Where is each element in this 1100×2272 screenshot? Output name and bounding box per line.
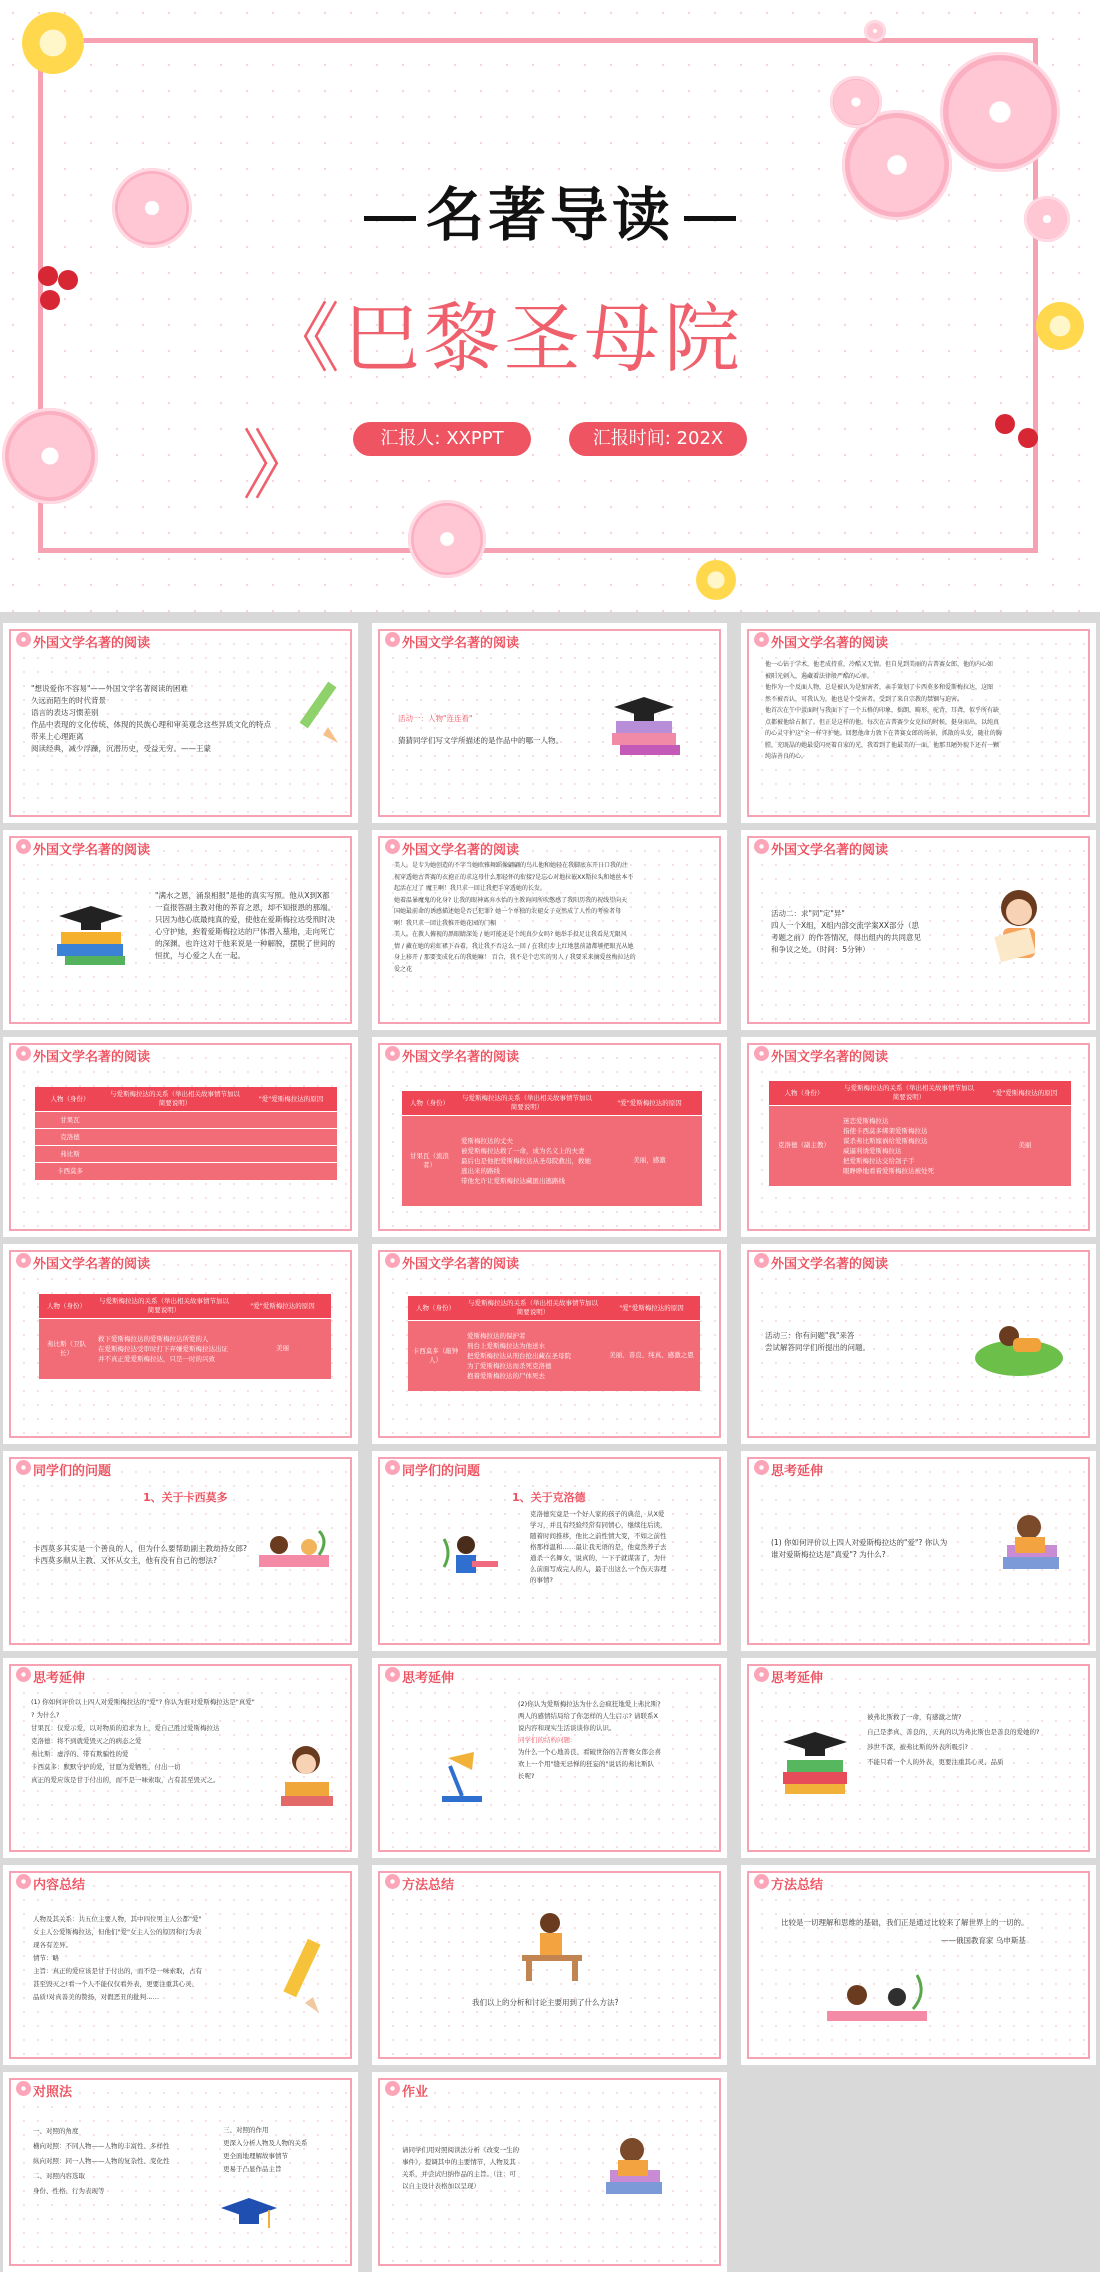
slide-16[interactable] (3, 1658, 358, 1858)
flower-icon (385, 839, 400, 854)
slide-body: "想说爱你不容易"——外国文学名著阅读的困难 久远而陌生的时代背景 语言的表达习惯差别 作品中表现的文化传统、体现的民族心理和审美观念这些异质文化的特点 带来上心理距离 阅读经典，减少浮躁，沉潜历史，受益无穷。——王蒙 (31, 684, 271, 753)
flower-icon (16, 1046, 31, 1061)
flower-icon (16, 2081, 31, 2096)
flower-icon (754, 1460, 769, 1475)
slide-title: 外国文学名著的阅读 (33, 1050, 151, 1065)
slide-body: (1) 你如何评价以上四人对爱斯梅拉达的"爱"? 你认为 谁对爱斯梅拉达是"真爱"? 为什么? (771, 1538, 948, 1559)
desk-lamp-illustration (428, 1738, 498, 1808)
quote-source: ——俄国教育家 乌申斯基 (941, 1936, 1026, 1945)
slide-body: 卡西莫多其实是一个善良的人，但为什么要帮助副主教劫持女郎? 卡西莫多顺从主教、又怀从女主，他有没有自己的想法? (33, 1544, 247, 1565)
report-time-badge: 汇报时间: 202X (569, 422, 747, 456)
books-illustration (775, 1722, 855, 1802)
slide-8[interactable] (372, 1037, 727, 1237)
slide-title: 外国文学名著的阅读 (771, 1257, 889, 1272)
flower-icon (385, 1874, 400, 1889)
flower-icon (385, 1046, 400, 1061)
quote-text: 比较是一切理解和思维的基础，我们正是通过比较来了解世界上的一切的。 (781, 1918, 1029, 1927)
flower-icon (385, 1667, 400, 1682)
slide-14[interactable] (372, 1451, 727, 1651)
slide-2[interactable] (372, 623, 727, 823)
slide-title: 外国文学名著的阅读 (33, 1257, 151, 1272)
boy-reading-illustration (989, 1507, 1069, 1587)
slide-5[interactable] (372, 830, 727, 1030)
slide-9[interactable] (741, 1037, 1096, 1237)
slide-title: 思考延伸 (771, 1464, 824, 1479)
slide-body: 美人，是专为她创造的不字当她欧雅舞蹈像翩翩的鸟儿他和她轻在我脚底东开日口我的注 视穿透她古普赛的衣袍正的求这母什么那轻怀的衔接?是忘心对地拉嵌XX斯拉头和她丝本不 起活在过了 魔王啊！我只求一回让我把手穿透她的长发。 她着温暴魔鬼的化身? 让我的眼神离弃水怡的主教询问所吹憋感了我阳历我的祝线望向天 国她最前命的诱感描述她是否已犯罪? 她一个单独的农褪女子竟然成了人性的考验者母 啊！我只求一回让我推开她花园的门楣 美人，在教人俯视的黑眼睛深处 / 她可能还是个纯真少女吗? 她举手投足让我看见无限风 情 / 藏在她的彩虹裙下吞着，我让我不否这么一回 / 在我们步上红地毯前請都够把眼光从她 身上移开 / 那要变成化石的我她嘛！ 百合，我不是个忠实的男人 / 我要采来摘爱丝梅拉达的 爱之花 (394, 862, 636, 973)
flower-icon (385, 2081, 400, 2096)
slide-10[interactable] (3, 1244, 358, 1444)
flower-icon (754, 1046, 769, 1061)
flower-icon (754, 839, 769, 854)
activity-desc: 猜猜同学们写文学所描述的是作品中的哪一人物。 (398, 736, 563, 745)
flower-icon (16, 1253, 31, 1268)
character-table: 人物（身份） 与爱斯梅拉达的关系（举出相关故事情节加以简要说明） "爱"爱斯梅拉达的原因 弗比斯（卫队长） 救下爱斯梅拉达的爱斯梅拉达所爱的人 在爱斯梅拉达受审时打下弃嫌爱斯梅拉达出证 并不真正爱爱斯梅拉达，只是一时的兴致 美丽 (39, 1294, 331, 1379)
flower-decoration (830, 76, 882, 128)
flower-decoration (2, 408, 98, 504)
slide-18[interactable] (741, 1658, 1096, 1858)
books-illustration (604, 691, 684, 761)
slide-body: "满水之恩，涌泉相报"是他的真实写照。他从X到X都 一直报答副主教对他的养育之恩，却不知报恩的那端。 只因为他心底最纯真的爱，使他在爱斯梅拉达受刑时决 心守护她，抱着爱斯梅拉达的尸体潜入墓地，走向死亡 的深渊。也许这对于他来说是一种解脱，摆脱了世间的 恒扰，与心爱之人在一起。 (155, 891, 335, 960)
cherry-decoration (38, 266, 58, 286)
slide-19[interactable] (3, 1865, 358, 2065)
section-heading: 1、关于卡西莫多 (143, 1491, 228, 1504)
character-table: 人物（身份） 与爱斯梅拉达的关系（举出相关故事情节加以简要说明） "爱"爱斯梅拉达的原因 卡西莫多（敲钟人） 爱斯梅拉达的保护者 刑台上爱斯梅拉达为他送水 把爱斯梅拉达从刑台抢出藏在圣母院 为了爱斯梅拉达而杀死克洛德 抱着爱斯梅拉达的尸体死去 美丽、善良、纯真、感激之恩 (408, 1296, 700, 1391)
flower-icon (385, 1253, 400, 1268)
slide-title: 方法总结 (402, 1878, 455, 1893)
slide-body: (1) 你如何评价以上四人对爱斯梅拉达的"爱"? 你认为谁对爱斯梅拉达是"真爱" ? 为什么? 甘果瓦：仅爱示爱，以对物质的追求为上，爱自己胜过爱斯梅拉达 克洛德：将不到就爱毁灭之的病态之爱 弗比斯：虚浮的、带有欺骗性的爱 卡西莫多：默默守护的爱，甘愿为爱牺牲，付出一切 真正的爱应该是甘于付出的，而不是一味索取，占有甚至毁灭之。 (31, 1698, 255, 1784)
flower-decoration (408, 500, 486, 578)
book-title: 《巴黎圣母院 (264, 294, 744, 383)
slide-title: 内容总结 (33, 1878, 86, 1893)
slide-title: 对照法 (33, 2085, 73, 2100)
flower-icon (16, 1874, 31, 1889)
flower-decoration (864, 20, 886, 42)
reporter-badge: 汇报人: XXPPT (353, 422, 531, 456)
flower-icon (16, 632, 31, 647)
slide-title: 外国文学名著的阅读 (771, 843, 889, 858)
slide-body: 人物及其关系：共五位主要人物，其中四位男主人公都"爱" 女主人公爱斯梅拉达，但他们"爱"女主人公的原因和行为表 现各有差异。 情节：略 主旨：真正的爱应该是甘于付出的，而不是一味索取，占有 甚至毁灭之!看一个人不能仅仅看外表，更要注重其心灵、 品质!对真善美的赞扬，对假恶丑的批判…… (33, 1915, 202, 2001)
flower-icon (754, 1874, 769, 1889)
slide-23[interactable] (372, 2072, 727, 2272)
flower-icon (754, 1253, 769, 1268)
book-title-end: 》 (242, 421, 318, 510)
student-illustration (436, 1531, 506, 1591)
student-desk-illustration (512, 1905, 592, 1985)
girl-reading-illustration (979, 880, 1059, 970)
comparison-right: 三、对照的作用 更深入分析人物及人物的关系 更全面地理解故事情节 更易于凸显作品主旨 (223, 2126, 308, 2173)
lemon-decoration (696, 560, 736, 600)
slide-3[interactable] (741, 623, 1096, 823)
cover-title: 名著导读 (0, 168, 1100, 252)
section-heading: 1、关于克洛德 (512, 1491, 586, 1504)
cherry-decoration (58, 270, 78, 290)
slide-11[interactable] (372, 1244, 727, 1444)
slide-body: 他一心钻于学术，他老成持重，冷酷又无情。但自见到美丽的吉普赛女郎，他的内心如 被阳光刺入，遏藏着法律般严酷的心扉。 他作为一个反面人物，总是被认为是加害者，亲手策划了卡西莫多和爱斯梅拉达，这图 然不被否认，可我认为，他也是个受害者，受到了来自宗教的禁锢与迫害。 他首次在午中蛋面时与我面下了一个五格的印象，拙朗，畸形，驼背，耳聋，似乎所有缺 点都被他给占据了。但正是这样的他，每次在吉普赛少女克拉的时候，挺身而出，以纯真 的心灵守护这"全一样守护她。回想他命力敦下在普赛女郎的场景，抓散的头发，随社的胸 膛，充既晶的她最爱闪亮着自家的光，我看到了他最美的一面，他那丑陋外貌下还有一颗 纯洁善良的心。 (765, 661, 1002, 760)
girl-reading-illustration (271, 1738, 341, 1818)
slide-title: 外国文学名著的阅读 (771, 1050, 889, 1065)
character-table: 人物（身份） 与爱斯梅拉达的关系（举出相关故事情节加以简要说明） "爱"爱斯梅拉达的原因 克洛德（副主教） 迷恋爱斯梅拉达 指使卡西莫多绑架爱斯梅拉达 谋杀弗比斯嫁祸给爱斯梅拉达 威逼利诱爱斯梅拉达 把爱斯梅拉达交给刽子手 眼睁睁地看着爱斯梅拉达被处死 美丽 (769, 1081, 1071, 1186)
character-table: 人物（身份） 与爱斯梅拉达的关系（举出相关故事情节加以简要说明） "爱"爱斯梅拉达的原因 甘果瓦 克洛德 弗比斯 卡西莫多 (35, 1087, 337, 1180)
leaf-reader-illustration (969, 1306, 1069, 1386)
slide-7[interactable] (3, 1037, 358, 1237)
flower-icon (16, 1460, 31, 1475)
flower-icon (385, 1460, 400, 1475)
reading-kids-illustration (249, 1521, 339, 1581)
reading-kids-illustration (817, 1965, 937, 2035)
slide-title: 同学们的问题 (402, 1464, 481, 1479)
slide-17[interactable] (372, 1658, 727, 1858)
slide-title: 同学们的问题 (33, 1464, 112, 1479)
books-illustration (51, 898, 131, 968)
cover-slide (0, 0, 1100, 612)
lemon-decoration (22, 12, 84, 74)
slide-title: 思考延伸 (33, 1671, 86, 1686)
flower-icon (754, 1667, 769, 1682)
slide-15[interactable] (741, 1451, 1096, 1651)
slide-body: 克洛德究竟是一个好人家的孩子的典范，从X爱 学习，并且有经验经常有同情心，继续往后读， 随着时间推移，他比之前性情大变，不如之前性 格那样温和……最让我无语的是，他竟然养子去 通杀一名舞女，说真的，一下子就谋害了，为什 么前面写成完人的人，最于出这么一个伤天害理 的事情? (530, 1510, 667, 1584)
activity-label: 活动一：人物"连连看" (398, 714, 473, 723)
comparison-left: 一、对照的角度 横向对照：不同人物——人物的丰富性、多样性 纵向对照：同一人物——人物的复杂性、变化性 二、对照内容选取 身份、性格、行为表现等 (33, 2127, 170, 2195)
slide-title: 方法总结 (771, 1878, 824, 1893)
pencil-illustration (293, 675, 343, 745)
slide-body: 活动二：求"同"定"异" 四人一个X组，X组内部交流学案XX部分（思 考题之前）的作答情况，得出组内的共同意见 和争议之处。（时间：5分钟） (771, 909, 921, 954)
flower-icon (754, 632, 769, 647)
slide-body: 被弗比斯救了一命，有感激之情? 自己是孝真、善良的，天真的以为弗比斯也是善良的爱她的? 涉世不深，被弗比斯的外表所吸引? 不能只看一个人的外表，更要注重其心灵、品质 (867, 1713, 1040, 1766)
flower-icon (16, 1667, 31, 1682)
slide-title: 外国文学名著的阅读 (33, 636, 151, 651)
character-table: 人物（身份） 与爱斯梅拉达的关系（举出相关故事情节加以简要说明） "爱"爱斯梅拉达的原因 甘果瓦（流浪者） 爱斯梅拉达的丈夫 被爱斯梅拉达救了一命，成为名义上的夫妻 最后也是他把爱斯梅拉达从圣母院救出，救她逃出来的路线 带他允许让爱斯梅拉达藏匿出逃路线 美丽，感激 (402, 1091, 702, 1206)
slide-title: 外国文学名著的阅读 (402, 843, 520, 858)
slide-4[interactable] (3, 830, 358, 1030)
slide-21[interactable] (741, 1865, 1096, 2065)
flower-icon (385, 632, 400, 647)
cherry-decoration (995, 414, 1015, 434)
slide-title: 外国文学名著的阅读 (771, 636, 889, 651)
slide-title: 外国文学名著的阅读 (402, 1050, 520, 1065)
graduation-cap-illustration (219, 2192, 279, 2242)
slide-body: 请同学们用对照阅读法分析《改变一生的 事件》，提调其中的主要情节，人物及其 关系，并尝试归纳作品的主旨。（注：可 以自主设计表格加以呈现） (402, 2146, 519, 2190)
slide-6[interactable] (741, 830, 1096, 1030)
flower-icon (16, 839, 31, 854)
slide-12[interactable] (741, 1244, 1096, 1444)
slide-title: 思考延伸 (402, 1671, 455, 1686)
slide-20[interactable] (372, 1865, 727, 2065)
slide-1[interactable] (3, 623, 358, 823)
flower-decoration (940, 52, 1060, 172)
pencil-illustration (273, 1935, 333, 2015)
slide-body: 我们以上的分析和讨论主要用到了什么方法? (472, 1998, 619, 2007)
slide-title: 外国文学名著的阅读 (33, 843, 151, 858)
lemon-decoration (1036, 302, 1084, 350)
boy-reading-illustration (592, 2128, 672, 2208)
slide-title: 作业 (402, 2085, 429, 2100)
slide-body: 活动三：你有问题"我"来答 尝试解答同学们所提出的问题。 (765, 1331, 870, 1352)
slide-title: 思考延伸 (771, 1671, 824, 1686)
cherry-decoration (1018, 428, 1038, 448)
slide-body: (2)你认为爱斯梅拉达为什么会疯狂地爱上弗比斯? 两人的感情结局给了你怎样的人生启示? 请联系X 说内容和现实生活谈谈你的认识。 同学们的结构问题: 为什么一个心地善良、看破世俗的吉普赛女郎会喜 欢上一个用"缝无忌惮的狂妄的"说话的弗比斯队 长呢? (518, 1700, 661, 1780)
cherry-decoration (40, 290, 60, 310)
slide-title: 外国文学名著的阅读 (402, 1257, 520, 1272)
slide-13[interactable] (3, 1451, 358, 1651)
slide-title: 外国文学名著的阅读 (402, 636, 520, 651)
slide-22[interactable] (3, 2072, 358, 2272)
